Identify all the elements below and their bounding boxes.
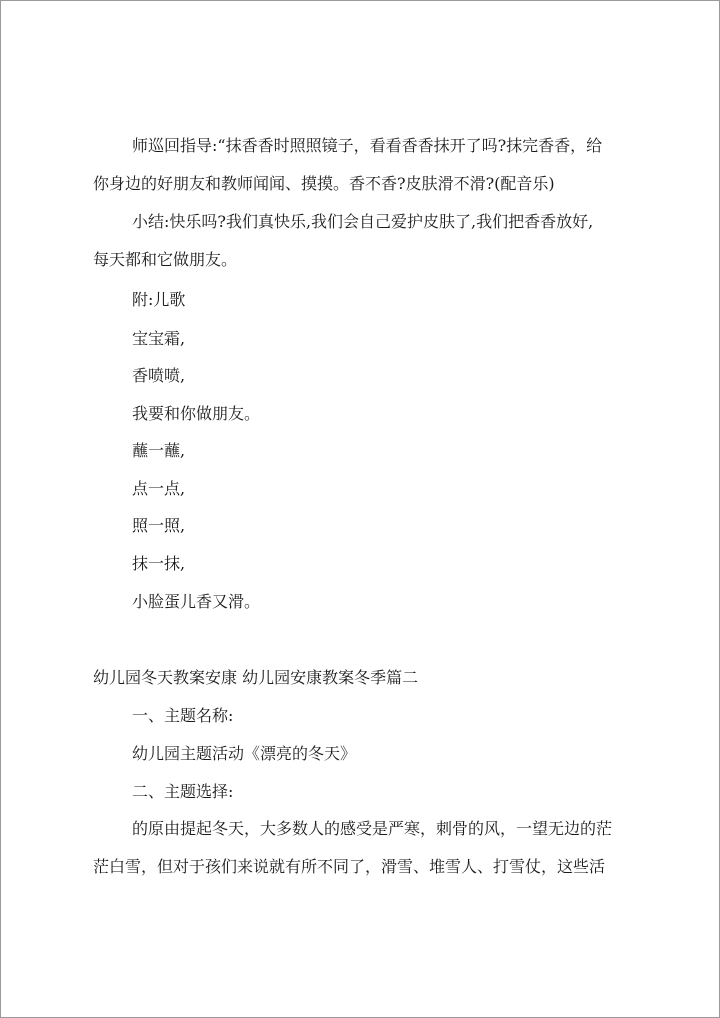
poem-line: 我要和你做朋友。: [132, 404, 261, 423]
poem-line: 抹一抹,: [132, 554, 186, 573]
paragraph-line: 幼儿园主题活动《漂亮的冬天》: [132, 744, 357, 763]
paragraph-line: 你身边的好朋友和教师闻闻、摸摸。香不香?皮肤滑不滑?(配音乐): [93, 174, 555, 193]
summary-line: 小结:快乐吗?我们真快乐,我们会自己爱护皮肤了,我们把香香放好,: [132, 212, 594, 231]
paragraph-line: 的原由提起冬天，大多数人的感受是严寒，刺骨的风，一望无边的茫: [132, 819, 613, 838]
poem-line: 小脸蛋儿香又滑。: [132, 592, 261, 611]
poem-line: 照一照,: [132, 516, 186, 535]
section-heading: 一、主题名称:: [132, 706, 234, 725]
section-heading: 二、主题选择:: [132, 782, 234, 801]
section-title: 幼儿园冬天教案安康 幼儿园安康教案冬季篇二: [93, 668, 419, 687]
paragraph-line: 师巡回指导:“抹香香时照照镜子，看看香香抹开了吗?抹完香香，给: [132, 136, 603, 155]
poem-line: 香喷喷,: [132, 366, 186, 385]
poem-line: 宝宝霜,: [132, 329, 186, 348]
summary-line: 每天都和它做朋友。: [93, 250, 238, 269]
paragraph-line: 茫白雪，但对于孩们来说就有所不同了，滑雪、堆雪人、打雪仗，这些活: [93, 857, 606, 876]
poem-line: 蘸一蘸,: [132, 441, 186, 460]
appendix-heading: 附:儿歌: [132, 290, 186, 309]
poem-line: 点一点,: [132, 479, 186, 498]
